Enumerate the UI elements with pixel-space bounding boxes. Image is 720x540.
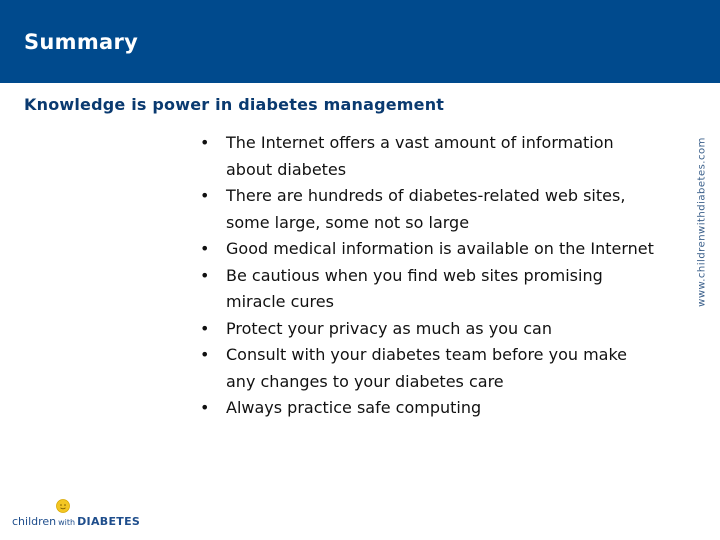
list-item xyxy=(196,316,656,343)
header-band xyxy=(0,0,720,83)
bullet-glyph: • xyxy=(200,186,210,205)
list-item xyxy=(196,342,656,395)
bullet-text: Be cautious when you find web sites promising miracle cures xyxy=(226,265,603,311)
list-item xyxy=(196,236,656,263)
bullet-glyph: • xyxy=(200,345,210,364)
logo-word-with: with xyxy=(58,518,76,527)
bullet-text: There are hundreds of diabetes-related web sites, some large, some not so large xyxy=(226,186,626,232)
bullet-text: Good medical information is available on the Internet xyxy=(226,239,654,258)
bullet-glyph: • xyxy=(200,133,210,152)
bullet-glyph: • xyxy=(200,265,210,285)
page-subtitle: Knowledge is power in diabetes management xyxy=(24,95,445,114)
logo-word-children: children xyxy=(12,515,57,528)
bullet-text: The Internet offers a vast amount of information about diabetes xyxy=(226,133,614,179)
page-title: Summary xyxy=(24,30,139,54)
logo-word-diabetes: DIABETES xyxy=(77,515,141,528)
logo-wordmark xyxy=(12,515,140,528)
list-item xyxy=(196,395,656,422)
list-item xyxy=(196,130,656,183)
bullet-glyph: • xyxy=(200,398,210,417)
bullet-list xyxy=(196,130,656,422)
list-item xyxy=(196,263,656,316)
bullet-glyph: • xyxy=(200,318,210,338)
logo xyxy=(12,498,147,534)
bullet-text: Protect your privacy as much as you can xyxy=(226,318,552,338)
list-item xyxy=(196,183,656,236)
bullet-text: Consult with your diabetes team before you make any changes to your diabetes care xyxy=(226,345,628,391)
bullet-glyph: • xyxy=(200,239,210,258)
bullet-text: Always practice safe computing xyxy=(226,398,482,417)
side-url-text: www.childrenwithdiabetes.com xyxy=(696,137,708,307)
